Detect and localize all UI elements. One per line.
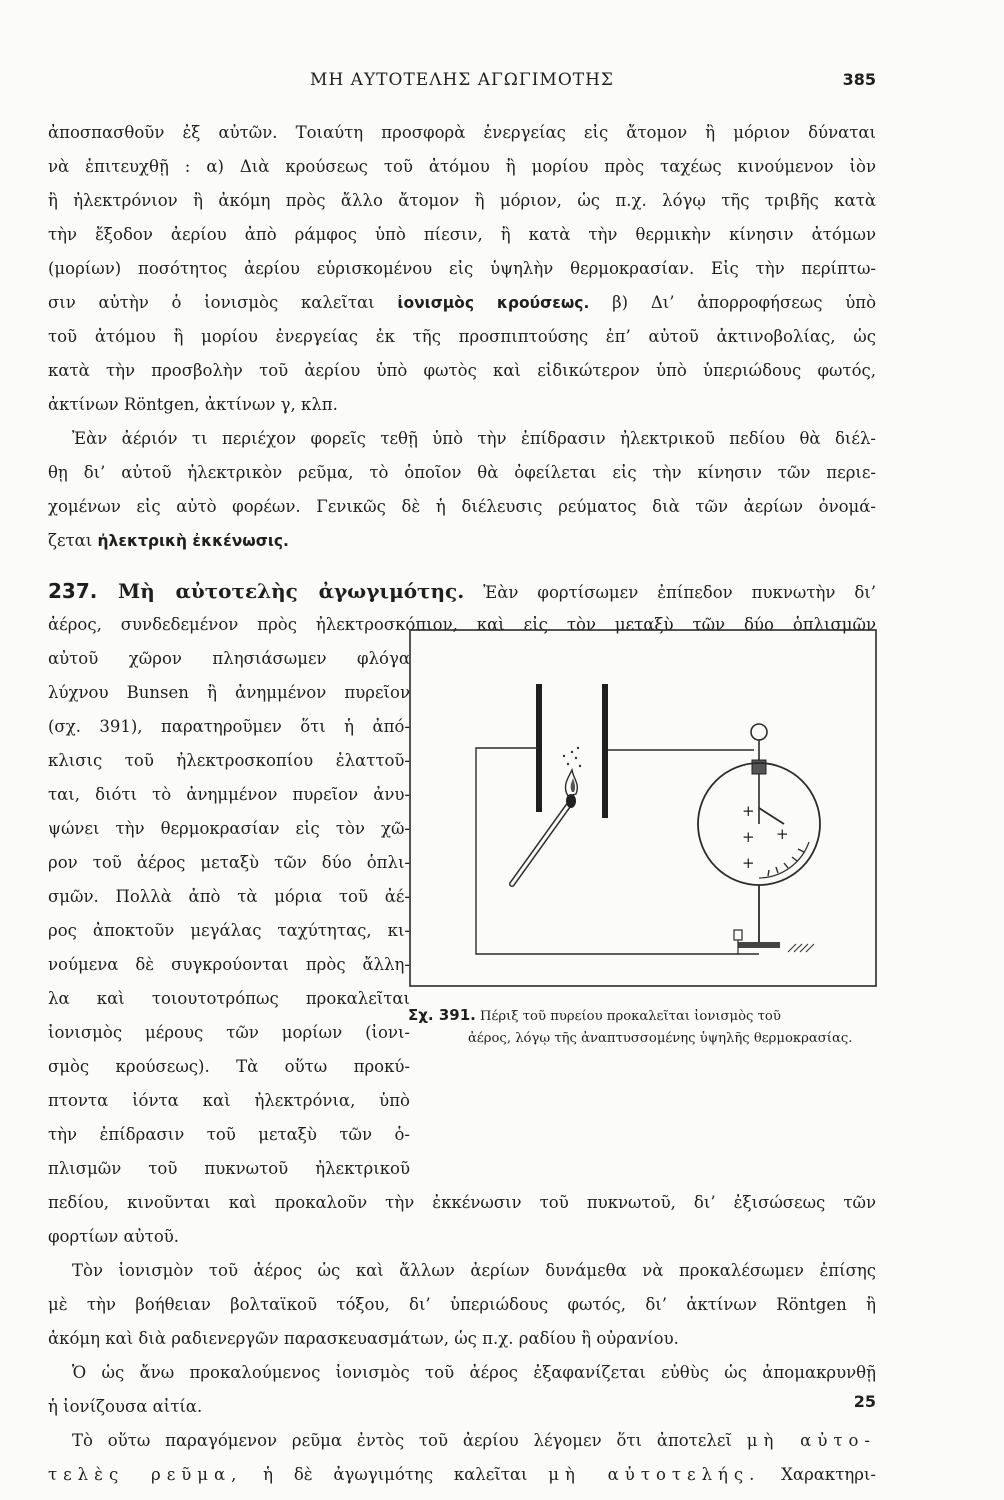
electroscope-leaf [759,808,784,824]
scale-tick [784,863,788,868]
text-line: ἀκτίνων Röntgen, ἀκτίνων γ, κλπ. [48,395,338,414]
text-line: νούμενα δὲ συγκρούονται πρὸς ἄλλη- [48,955,410,974]
text-line: μὲ τὴν βοήθειαν βολταϊκοῦ τόξου, δι’ ὑπεριώδους φωτός, δι’ ἀκτίνων Röntgen ἢ [48,1295,876,1314]
ion-dot [577,747,579,749]
caption-label: Σχ. 391. [408,1006,476,1024]
ground-hatching [788,944,814,952]
text-line: λα καὶ τοιουτοτρόπως προκαλεῖται [48,989,410,1008]
text-line: ρον τοῦ ἀέρος μεταξὺ τῶν δύο ὁπλι- [48,853,410,872]
text-line [48,286,876,320]
electroscope-knob [751,724,767,740]
ion-dot [567,763,569,765]
text-line: ἀποσπασθοῦν ἐξ αὐτῶν. Τοιαύτη προσφορὰ ἐνεργείας εἰς ἄτομον ἢ μόριον δύναται [48,123,876,142]
electroscope-scale [759,842,809,878]
text-line: ἰονισμὸς μέρους τῶν μορίων (ἰονι- [48,1023,410,1042]
text-line: αὐτοῦ χῶρον πλησιάσωμεν φλόγα [48,649,410,668]
charge-sign: + [742,828,755,846]
caption-text: Πέριξ τοῦ πυρείου προκαλεῖται ἰονισμὸς τοῦ [475,1009,781,1024]
text-line: ται, διότι τὸ ἀνημμένον πυρεῖον ἀνυ- [48,785,410,804]
text-line: θῃ δι’ αὐτοῦ ἠλεκτρικὸν ρεῦμα, τὸ ὁποῖον θὰ ὀφείλεται εἰς τὴν κίνησιν τῶν περιε- [48,463,876,482]
section-heading-line [48,574,876,608]
ion-dot [575,757,577,759]
text-line: Τὸν ἰονισμὸν τοῦ ἀέρος ὡς καὶ ἄλλων ἀερίων δυνάμεθα νὰ προκαλέσωμεν ἐπίσης [72,1261,876,1280]
scale-ticks [768,849,804,876]
emphasis-spaced: τελὲς ρεῦμα, [48,1465,243,1484]
text-line: κατὰ τὴν προσβολὴν τοῦ ἀερίου ὑπὸ φωτὸς καὶ εἰδικώτερον ὑπὸ ὑπεριώδους φωτός, [48,361,876,380]
wire-left [476,748,759,954]
text-run: ζεται [48,531,98,550]
page-number: 385 [842,70,876,89]
text-line: πλισμῶν τοῦ πυκνωτοῦ ἠλεκτρικοῦ [48,1159,410,1178]
text-line: κλισις τοῦ ἠλεκτροσκοπίου ἐλαττοῦ- [48,751,410,770]
text-run: Χαρακτηρι- [760,1465,876,1484]
text-line: ἡ ἰονίζουσα αἰτία. [48,1397,203,1416]
text-line: (σχ. 391), παρατηροῦμεν ὅτι ἡ ἀπό- [48,717,410,736]
text-line [48,1458,876,1492]
emphasis-spaced: μὴ αὐτοτελής. [548,1465,761,1484]
section-title: Μὴ αὐτοτελὴς ἀγωγιμότης. [97,579,465,603]
text-line: ἢ ἠλεκτρόνιον ἢ ἀκόμη πρὸς ἄλλο ἄτομον ἢ μόριον, ὡς π.χ. λόγῳ τῆς τριβῆς κατὰ [48,191,876,210]
running-header [48,70,876,100]
ion-dot [563,755,565,757]
text-line: πτοντα ἰόντα καὶ ἠλεκτρόνια, ὑπὸ [48,1091,410,1110]
text-run: σιν αὐτὴν ὁ ἰονισμὸς καλεῖται [48,293,398,312]
text-line: χομένων εἰς αὐτὸ φορέων. Γενικῶς δὲ ἡ διέλευσις ρεύματος διὰ τῶν ἀερίων ὀνομά- [48,497,876,516]
text-line: λύχνου Bunsen ἢ ἀνημμένον πυρεῖον [48,683,410,702]
match-flame-core [571,778,575,792]
signature-number: 25 [853,1392,876,1411]
figure-caption [408,1004,878,1050]
text-line: ρος ἀποκτοῦν μεγάλας ταχύτητας, κι- [48,921,410,940]
charge-sign: + [742,854,755,872]
scale-tick [768,870,769,876]
text-line [48,1424,876,1458]
text-line: ἀκόμη καὶ διὰ ραδιενεργῶν παρασκευασμάτων, ὡς π.χ. ραδίου ἢ οὐρανίου. [48,1329,679,1348]
ion-dot [571,751,573,753]
text-run: Ἐὰν φορτίσωμεν ἐπίπεδον πυκνωτὴν δι’ [464,583,876,602]
ion-dot [579,765,581,767]
ionization-dots [563,747,581,767]
text-run: ἡ δὲ ἀγωγιμότης καλεῖται [242,1465,549,1484]
scale-tick [798,849,804,852]
text-line: πεδίου, κινοῦνται καὶ προκαλοῦν τὴν ἐκκένωσιν τοῦ πυκνωτοῦ, δι’ ἐξισώσεως τῶν [48,1193,876,1212]
figure-diagram [408,628,878,988]
text-line: τὴν ἐπίδρασιν τοῦ μεταξὺ τῶν ὁ- [48,1125,410,1144]
text-line: ψώνει τὴν θερμοκρασίαν εἰς τὸν χῶ- [48,819,410,838]
figure-391 [408,628,878,988]
text-line: τὴν ἔξοδον ἀερίου ἀπὸ ράμφος ὑπὸ πίεσιν, ἢ κατὰ τὴν θερμικὴν κίνησιν ἀτόμων [48,225,876,244]
caption-line [408,1004,878,1028]
charge-sign: + [742,802,755,820]
text-line: Ἐὰν ἀέριόν τι περιέχον φορεῖς τεθῇ ὑπὸ τὴν ἐπίδρασιν ἠλεκτρικοῦ πεδίου θὰ διέλ- [72,429,876,448]
text-line [48,524,876,558]
electroscope-insulator [752,760,766,774]
capacitor-plate-right [602,684,608,818]
charge-sign: + [776,825,789,843]
electroscope-base [738,942,780,948]
match-stick-inner [512,806,568,884]
caption-line: ἀέρος, λόγῳ τῆς ἀναπτυσσομένης ὑψηλῆς θερμοκρασίας. [468,1031,853,1046]
text-run: β) Δι’ ἀπορροφήσεως ὑπὸ [589,293,877,312]
term-electric-discharge: ἠλεκτρικὴ ἐκκένωσις. [97,532,289,550]
text-line: Ὁ ὡς ἄνω προκαλούμενος ἰονισμὸς τοῦ ἀέρος ἐξαφανίζεται εὐθὺς ὡς ἀπομακρυνθῇ [72,1363,876,1382]
text-line: φορτίων αὐτοῦ. [48,1227,180,1246]
text-run: Τὸ οὕτω παραγόμενον ρεῦμα ἐντὸς τοῦ ἀερίου λέγομεν ὅτι ἀποτελεῖ [72,1431,747,1450]
text-line: ἀέρος, συνδεδεμένον πρὸς ἠλεκτροσκόπιον, καὶ εἰς τὸν μεταξὺ τῶν δύο ὁπλισμῶν [48,615,876,634]
figure-frame [410,630,876,986]
section-number: 237. [48,579,98,603]
scale-tick [776,867,778,873]
running-title: ΜΗ ΑΥΤΟΤΕΛΗΣ ΑΓΩΓΙΜΟΤΗΣ [310,70,614,90]
text-line: τοῦ ἀτόμου ἢ μορίου ἐνεργείας ἐκ τῆς προσπιπτούσης ἐπ’ αὐτοῦ ἀκτινοβολίας, ὡς [48,327,876,346]
term-impact-ionization: ἰονισμὸς κρούσεως. [397,294,590,312]
text-line: σμὸς κρούσεως). Τὰ οὕτω προκύ- [48,1057,410,1076]
text-line: νὰ ἐπιτευχθῇ : α) Διὰ κρούσεως τοῦ ἀτόμου ἢ μορίου πρὸς ταχέως κινούμενον ἰὸν [48,157,876,176]
scale-tick [792,857,797,861]
text-line: σμῶν. Πολλὰ ἀπὸ τὰ μόρια τοῦ ἀέ- [48,887,410,906]
text-line: (μορίων) ποσότητος ἀερίου εὑρισκομένου εἰς ὑψηλὴν θερμοκρασίαν. Εἰς τὴν περίπτω- [48,259,876,278]
ground-terminal [734,930,742,940]
emphasis-spaced: μὴ αὐτο- [746,1431,876,1450]
